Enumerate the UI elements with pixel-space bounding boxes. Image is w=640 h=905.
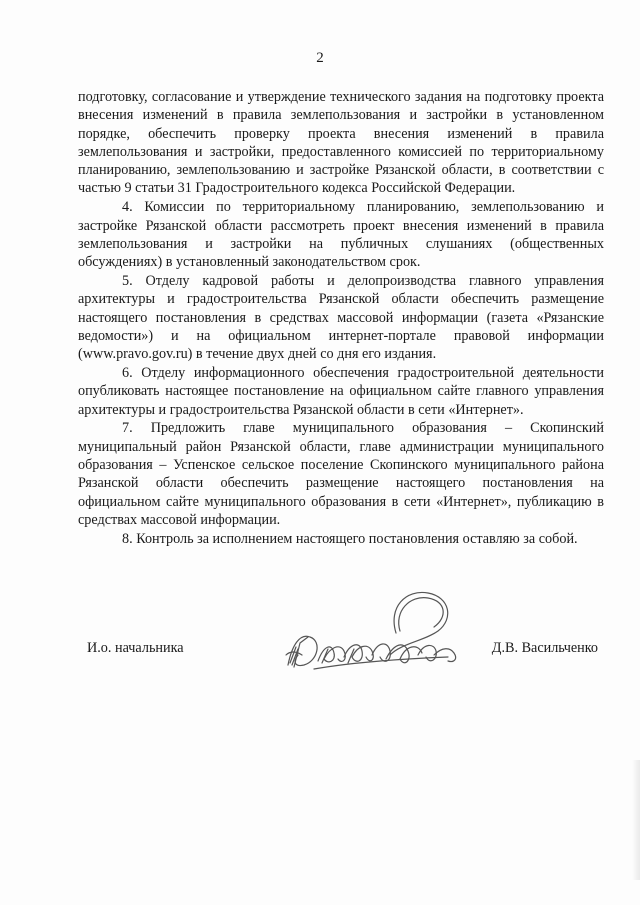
- paragraph-continuation: подготовку, согласование и утверждение технического задания на подготовку проекта внесения изменений в правила землепользования и застройки в установленном порядке, обеспечить проверку проекта внесения изменений в правила землепользования и застройки, предоставленного комиссией по территориальному планированию, землепользованию и застройке Рязанской области, в соответствии с частью 9 статьи 31 Градостроительного кодекса Российской Федерации.: [78, 89, 604, 197]
- page-number: 2: [316, 50, 324, 66]
- signatory-position: И.о. начальника: [87, 640, 184, 656]
- paragraph-item-6: 6. Отделу информационного обеспечения градостроительной деятельности опубликовать настоящее постановление на официальном сайте главного управления архитектуры и градостроительства Рязанской области в сети «Интернет».: [78, 364, 604, 418]
- paragraph-item-5: 5. Отделу кадровой работы и делопроизводства главного управления архитектуры и градостроительства Рязанской области обеспечить размещение настоящего постановления в средствах массовой информации (газета «Рязанские ведомости») и на официальном интернет-портале правовой информации (www.pravo.gov.ru) в течение двух дней со дня его издания.: [78, 272, 604, 363]
- document-body: [78, 88, 604, 548]
- signatory-name: Д.В. Васильченко: [491, 640, 598, 656]
- signature-block: [0, 640, 640, 670]
- paragraph-item-4: 4. Комиссии по территориальному планированию, землепользованию и застройке Рязанской области рассмотреть проект внесения изменений в правила землепользования и застройки на публичных слушаниях (общественных обсуждениях) в установленный законодательством срок.: [78, 199, 604, 271]
- scan-edge-shadow: [632, 760, 640, 880]
- paragraph-item-8: 8. Контроль за исполнением настоящего постановления оставляю за собой.: [122, 530, 578, 547]
- paragraph-item-7: 7. Предложить главе муниципального образования – Скопинский муниципальный район Рязанской области, главе администрации муниципального образования – Успенское сельское поселение Скопинского муниципального района Рязанской области обеспечить размещение настоящего постановления на официальном сайте муниципального образования в сети «Интернет», публикацию в средствах массовой информации.: [78, 420, 604, 528]
